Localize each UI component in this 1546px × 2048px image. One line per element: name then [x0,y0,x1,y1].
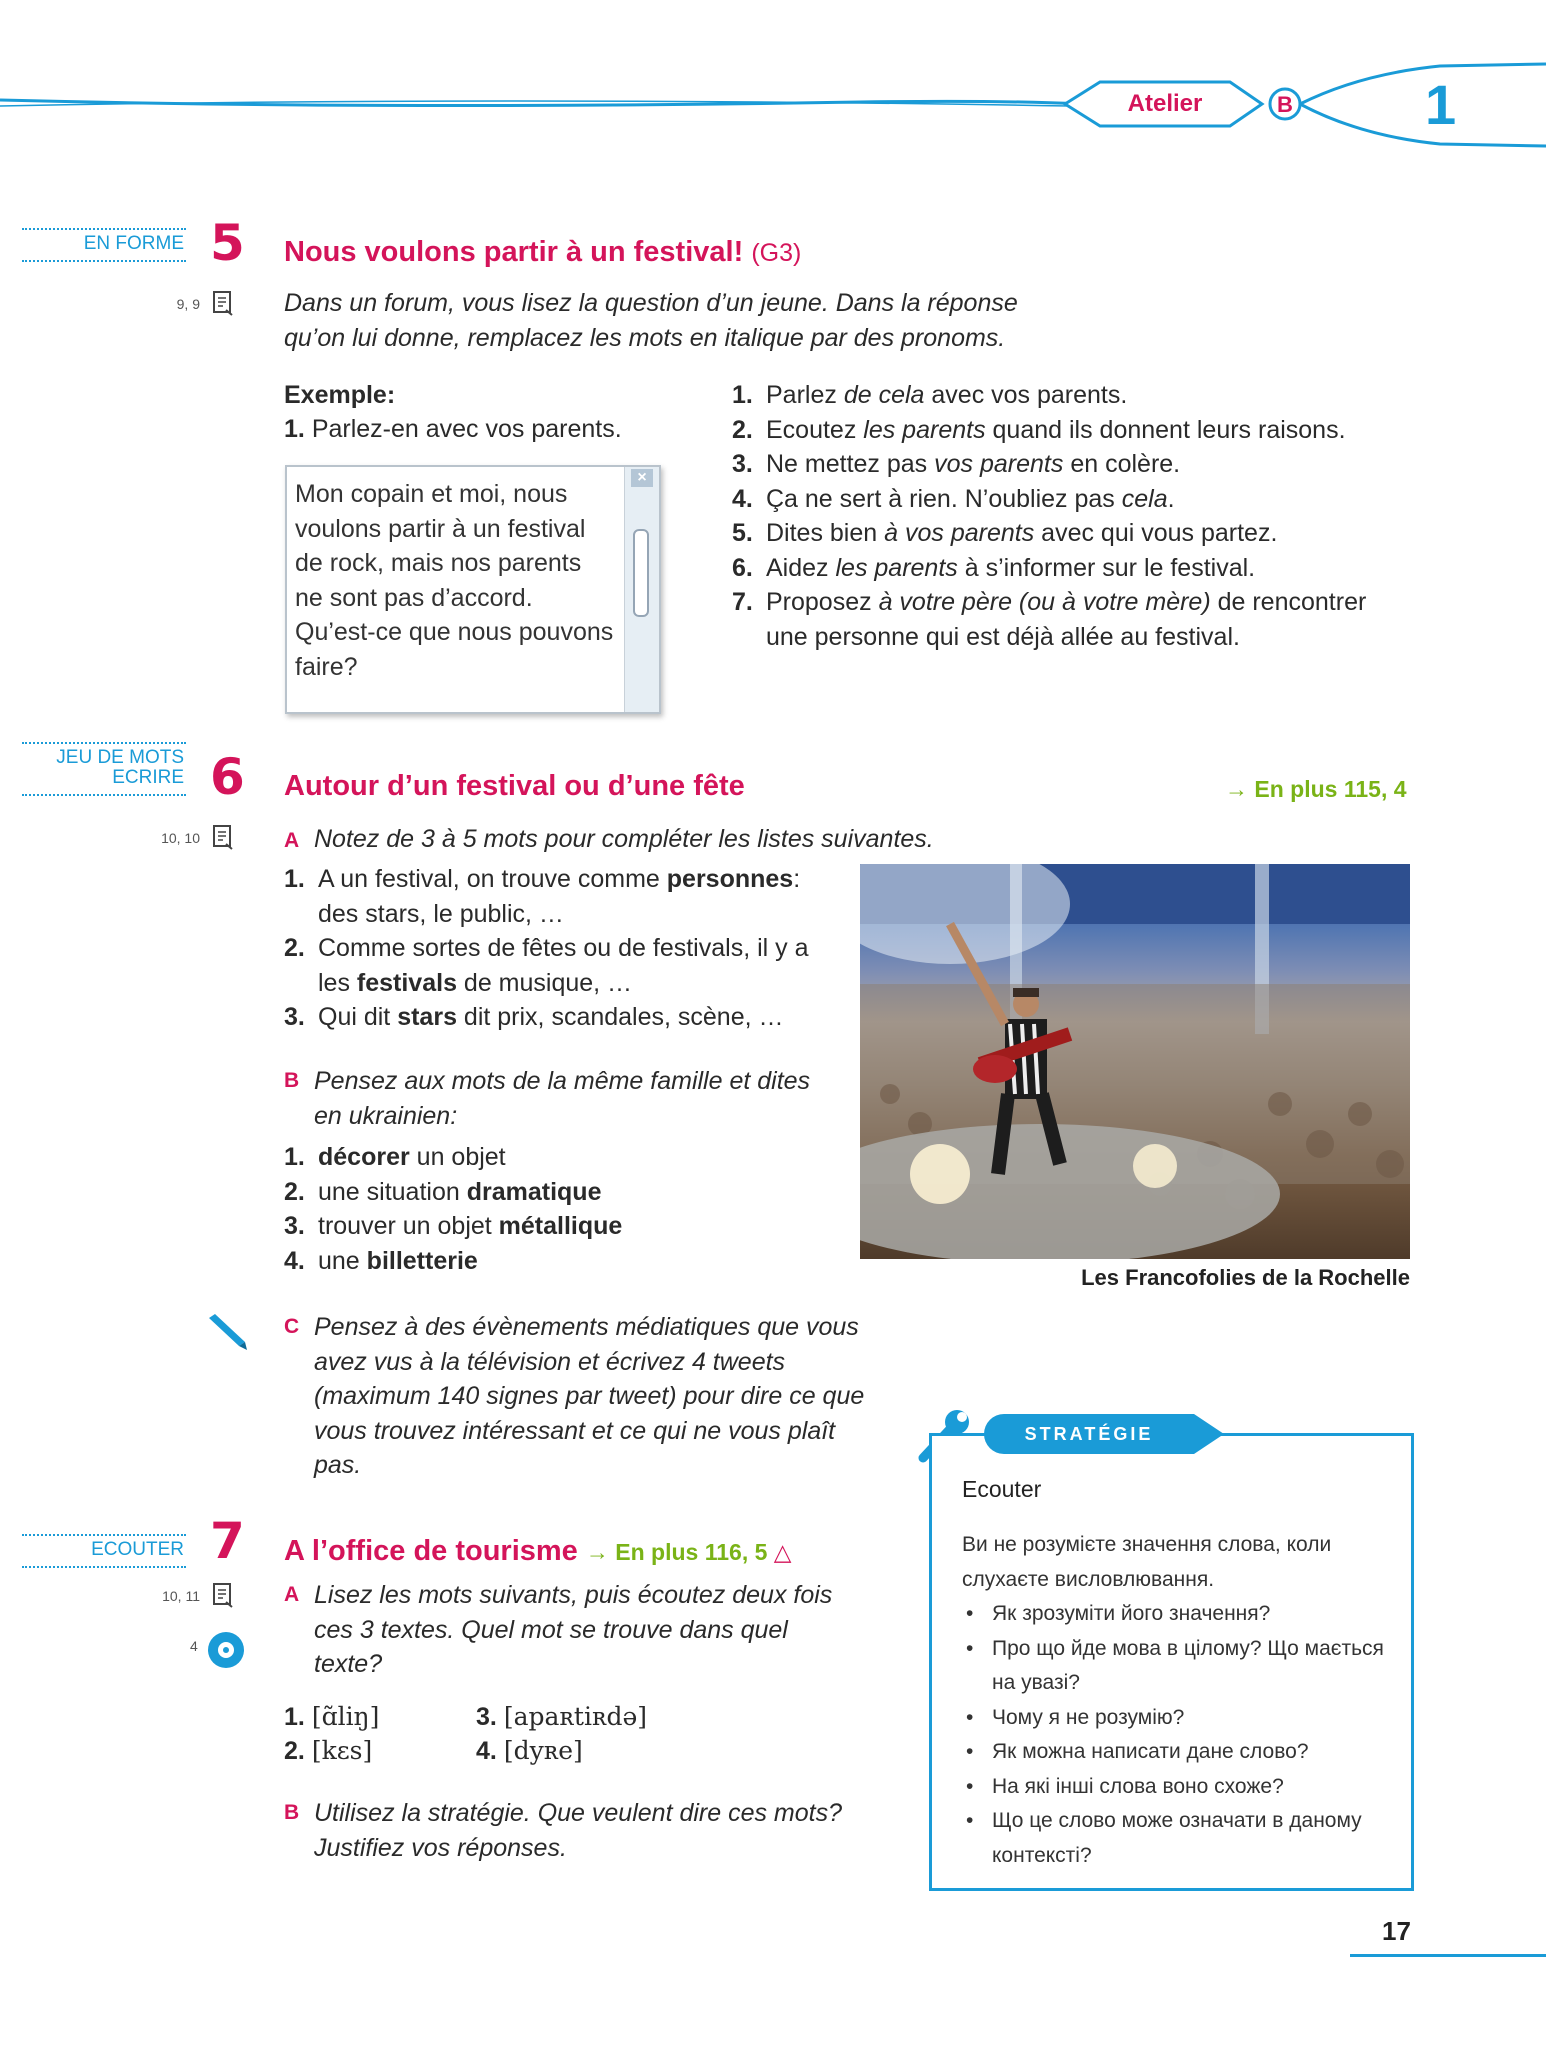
ex5-number: 5 [210,214,245,272]
page-number-rule [1350,1954,1546,1957]
ex6-notebook-icon [212,824,234,850]
ex5-items-list [732,378,1412,654]
photo-caption: Les Francofolies de la Rochelle [1081,1265,1410,1290]
strategy-item: • Чому я не розумію? [962,1701,1390,1736]
ex6-A-items-list [284,862,824,1035]
atelier-letter: B [1277,92,1293,117]
ex5-grammar-ref: (G3) [751,239,802,267]
ex6-C-letter: C [284,1315,300,1338]
ex5-ref-text: 9, 9 [176,296,200,312]
ex6-en-plus-text: En plus 115, 4 [1254,776,1407,802]
ex5-example-text: Parlez-en avec vos parents. [311,415,622,443]
arrow-icon: → [585,1539,609,1565]
atelier-label: Atelier [1127,90,1203,117]
ex7-number: 7 [210,1512,245,1570]
ex6-en-plus [1225,776,1407,803]
ex5-title [284,236,801,269]
ex7-tag: ECOUTER [22,1534,186,1568]
cd-icon[interactable] [206,1630,246,1670]
ex6-A-item: 2. Comme sortes de fêtes ou de festivals, il y a les festivals de musique, … [284,934,809,997]
ex7-ref [130,1588,200,1604]
ex6-tag-line2: ECRIRE [112,766,184,788]
ex5-example [284,412,622,447]
ex7-A-letter: A [284,1583,300,1606]
strategy-item: • Що це слово може означати в даному контексті? [962,1804,1390,1873]
ex5-instruction: Dans un forum, vous lisez la question d’un jeune. Dans la réponse qu’on lui donne, remplacez les mots en italique par des pronoms. [284,289,1018,352]
ex6-A-item: 3. Qui dit stars dit prix, scandales, scène, … [284,1003,784,1031]
ex5-item: 4. Ça ne sert à rien. N’oubliez pas cela. [732,484,1175,513]
ex6-ref [130,830,200,846]
ex6-A-item: 1. A un festival, on trouve comme personnes: des stars, le public, … [284,865,801,928]
ex7-B-letter: B [284,1801,300,1824]
ex6-tag [22,742,186,796]
ex6-number: 6 [210,748,245,806]
ex7-title [284,1535,792,1568]
ex6-B-item: 1. décorer un objet [284,1143,506,1171]
ex5-example-num: 1. [284,415,305,443]
ex5-tag: EN FORME [22,228,186,262]
forum-post-text: Mon copain et moi, nous voulons partir à un festival de rock, mais nos parents ne sont pas d’accord. Qu’est-ce que nous pouvons faire? [295,480,614,681]
ex5-item: 5. Dites bien à vos parents avec qui vous partez. [732,519,1278,547]
ex6-A [284,822,1084,859]
phonetic-item-3: 3. [apaʀtiʀdə] [476,1702,648,1731]
ex7-en-plus-text: En plus 116, 5 [615,1539,768,1565]
ex6-B [284,1064,824,1133]
strategy-item: • На які інші слова воно схоже? [962,1770,1390,1805]
strategy-item: • Як зрозуміти його значення? [962,1597,1390,1632]
ex7-cd-num: 4 [190,1638,198,1654]
ex6-B-item: 3. trouver un objet métallique [284,1212,623,1240]
forum-post-box [285,465,661,714]
ex5-example-label: Exemple: [284,381,396,409]
ex7-ref-text: 10, 11 [162,1588,200,1604]
ex6-B-letter: B [284,1069,300,1092]
ex5-notebook-icon [212,290,234,316]
concert-illustration [860,864,1410,1259]
triangle-icon: △ [773,1539,792,1565]
ex6-C [284,1310,884,1483]
ex5-ref [130,296,200,312]
phonetic-item-2: 2. [kɛs] [284,1736,373,1765]
ex7-A [284,1578,844,1682]
ex5-item: 2. Ecoutez les parents quand ils donnent leurs raisons. [732,415,1346,444]
ex7-phonetics [284,1700,844,1780]
scroll-thumb[interactable] [633,529,649,617]
concert-photo [860,864,1410,1259]
phonetic-item-4: 4. [dyʀe] [476,1736,583,1765]
close-icon[interactable]: × [631,469,653,487]
ex7-B [284,1796,844,1865]
ex7-en-plus [586,1539,792,1565]
ex5-item: 1. Parlez de cela avec vos parents. [732,381,1128,409]
pencil-icon [205,1312,249,1352]
ex5-item: 6. Aidez les parents à s’informer sur le festival. [732,553,1256,582]
ex6-ref-text: 10, 10 [161,830,200,846]
ex6-B-instruction: Pensez aux mots de la même famille et dites en ukrainien: [314,1067,811,1130]
phonetic-item-1: 1. [ɑ̃liŋ] [284,1702,380,1731]
ex6-title: Autour d’un festival ou d’une fête [284,770,745,802]
ex6-B-items-list [284,1140,824,1278]
strategy-body [962,1528,1390,1873]
strategy-label: STRATÉGIE [984,1414,1194,1454]
ex6-B-item: 2. une situation dramatique [284,1177,602,1206]
ex6-C-instruction: Pensez à des évènements médiatiques que vous avez vus à la télévision et écrivez 4 tweets (maximum 140 signes par tweet) pour dire ce que vous trouvez intéressant et ce qui ne vous plaît pas. [314,1313,865,1479]
strategy-intro: Ви не розумієте значення слова, коли слухаєте висловлювання. [962,1533,1332,1591]
ex5-title-text: Nous voulons partir à un festival! [284,236,744,268]
forum-scrollbar[interactable] [624,467,659,712]
ex5-item: 3. Ne mettez pas vos parents en colère. [732,450,1181,478]
unit-number: 1 [1425,73,1457,136]
header-banner [0,56,1546,156]
strategy-box [929,1424,1414,1891]
ex7-notebook-icon [212,1582,234,1608]
strategy-item: • Про що йде мова в цілому? Що мається на увазі? [962,1632,1390,1701]
ex6-tag-line1: JEU DE MOTS [56,747,184,768]
ex7-A-instruction: Lisez les mots suivants, puis écoutez deux fois ces 3 textes. Quel mot se trouve dans quel texte? [314,1581,833,1678]
ex7-title-text: A l’office de tourisme [284,1535,578,1567]
ex7-B-instruction: Utilisez la stratégie. Que veulent dire ces mots? Justifiez vos réponses. [314,1799,843,1862]
arrow-icon: → [1225,776,1248,802]
ex6-B-item: 4. une billetterie [284,1246,478,1275]
ex6-A-letter: A [284,829,300,852]
ex6-A-instruction: Notez de 3 à 5 mots pour compléter les listes suivantes. [314,825,934,853]
strategy-title: Ecouter [962,1476,1042,1502]
page-number: 17 [1382,1916,1411,1946]
ex5-item: 7. Proposez à votre père (ou à votre mère) de rencontrer une personne qui est déjà allée au festival. [732,588,1367,651]
strategy-list [962,1597,1390,1873]
strategy-item: • Як можна написати дане слово? [962,1735,1390,1770]
